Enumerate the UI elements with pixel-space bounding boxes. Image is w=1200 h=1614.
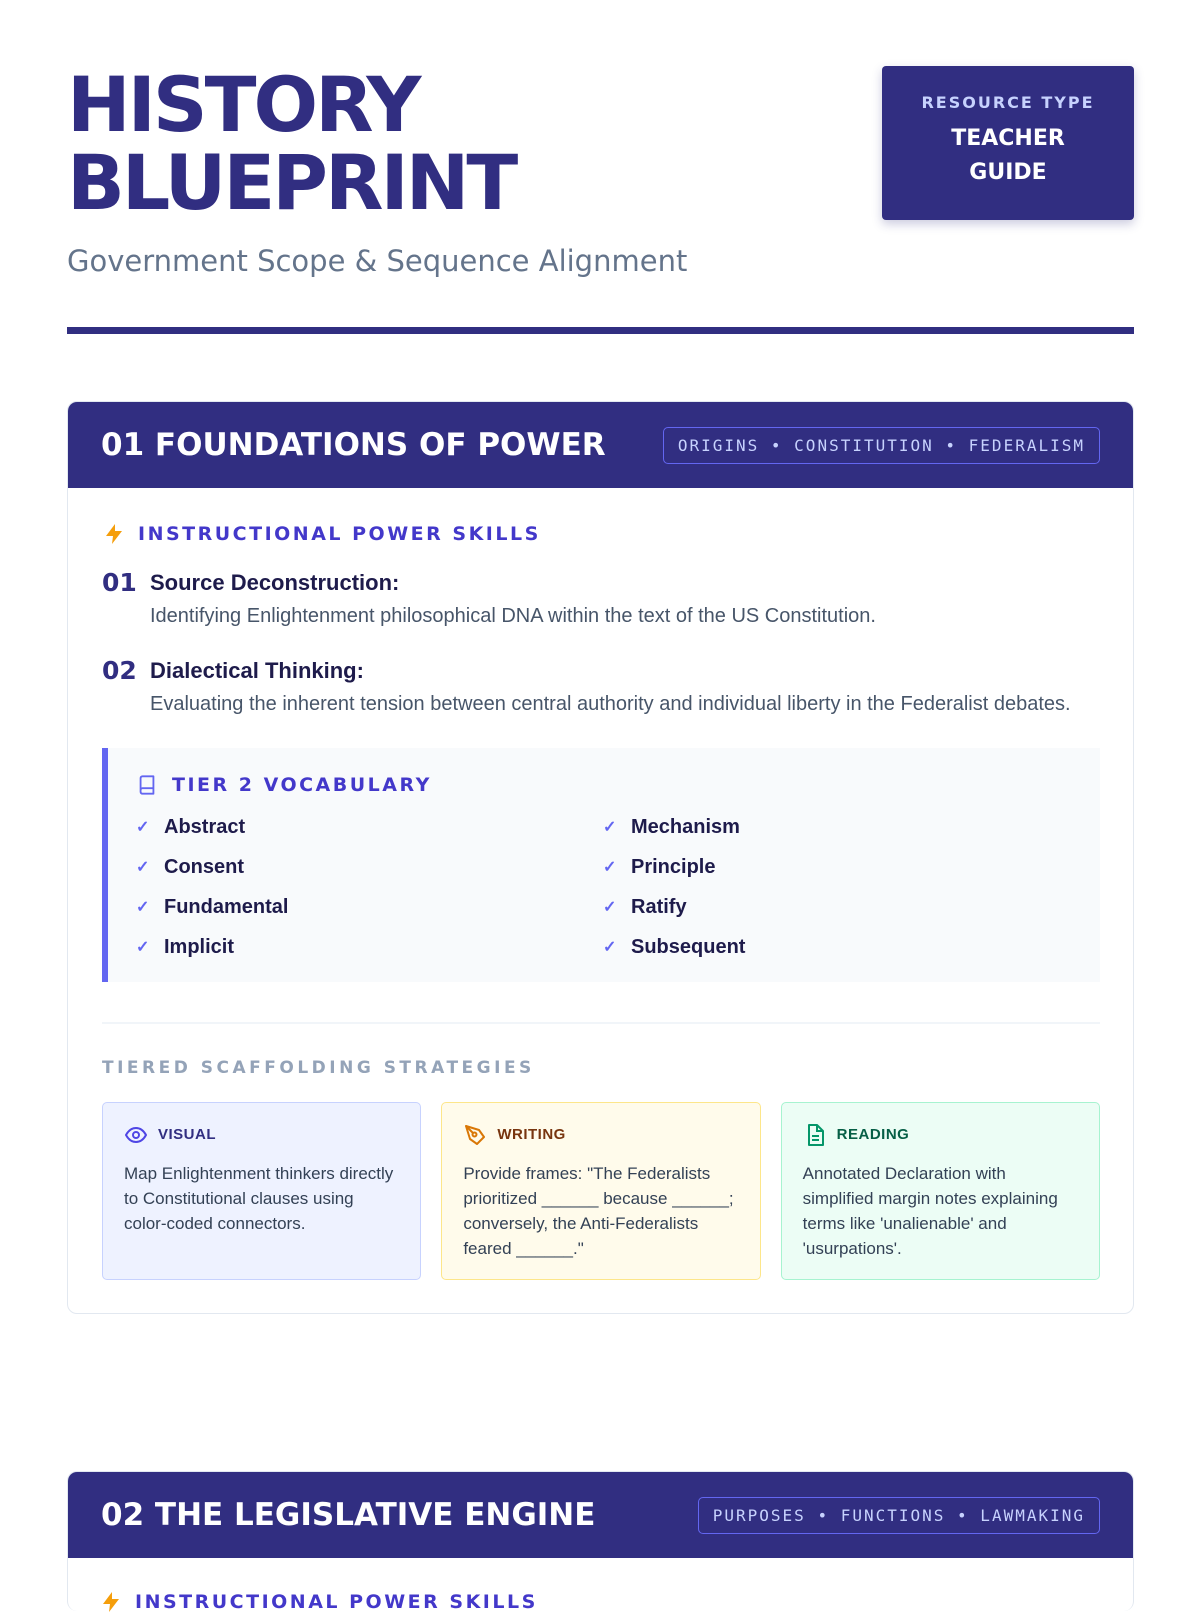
vocab-term <box>603 814 1070 840</box>
vocab-term <box>136 894 603 920</box>
resource-type-badge <box>882 66 1134 220</box>
section-body <box>68 488 1133 1313</box>
strategy-label: VISUAL <box>158 1126 217 1143</box>
resource-type-value: TEACHER GUIDE <box>951 126 1065 185</box>
vocab-term <box>136 814 603 840</box>
skills-heading <box>99 1590 538 1614</box>
check-icon: ✓ <box>136 859 150 876</box>
vocab-term-label: Subsequent <box>631 935 746 958</box>
vocabulary-panel <box>102 748 1100 982</box>
section-title: 01 FOUNDATIONS OF POWER <box>101 427 606 463</box>
vocab-term-label: Abstract <box>164 815 246 838</box>
vocab-term-label: Fundamental <box>164 895 289 918</box>
strategy-card-writing <box>441 1102 760 1280</box>
title-line-1: HISTORY <box>67 60 419 149</box>
document-icon <box>803 1123 827 1147</box>
check-icon: ✓ <box>603 819 617 836</box>
skills-heading-label: INSTRUCTIONAL POWER SKILLS <box>138 523 541 545</box>
skill-name: Dialectical Thinking: <box>150 658 364 683</box>
bolt-icon <box>99 1590 123 1614</box>
scaffolding-heading: TIERED SCAFFOLDING STRATEGIES <box>102 1057 535 1078</box>
vocab-term-label: Mechanism <box>631 815 740 838</box>
title-line-2: BLUEPRINT <box>67 138 516 227</box>
pen-tool-icon <box>463 1123 487 1147</box>
vocab-term-label: Implicit <box>164 935 235 958</box>
skills-heading-label: INSTRUCTIONAL POWER SKILLS <box>135 1591 538 1613</box>
header-divider <box>67 327 1134 334</box>
section-header <box>68 1472 1133 1558</box>
strategy-label: READING <box>836 1126 910 1143</box>
vocabulary-list <box>136 814 1070 960</box>
section-title: 02 THE LEGISLATIVE ENGINE <box>101 1497 596 1533</box>
vocabulary-heading-label: TIER 2 VOCABULARY <box>172 774 432 796</box>
vocab-term-label: Principle <box>631 855 716 878</box>
bolt-icon <box>102 522 126 546</box>
skill-description: Evaluating the inherent tension between central authority and individual liberty in the Federalist debates. <box>150 693 1071 715</box>
check-icon: ✓ <box>136 819 150 836</box>
section-tagline: PURPOSES • FUNCTIONS • LAWMAKING <box>698 1497 1100 1534</box>
check-icon: ✓ <box>603 899 617 916</box>
vocab-term <box>136 934 603 960</box>
skills-heading <box>102 522 1100 546</box>
skill-number: 02 <box>102 656 137 685</box>
section-header <box>68 402 1133 488</box>
vocabulary-heading <box>136 774 1070 796</box>
section-foundations <box>67 401 1134 1314</box>
page-subtitle: Government Scope & Sequence Alignment <box>67 244 688 278</box>
strategy-text: Annotated Declaration with simplified margin notes explaining terms like 'unalienable' and 'usurpations'. <box>802 1163 1058 1258</box>
vocab-term <box>136 854 603 880</box>
page-header <box>67 60 1134 302</box>
skill-item <box>102 656 1100 718</box>
vocab-term <box>603 934 1070 960</box>
vocab-term-label: Consent <box>164 855 244 878</box>
strategy-cards <box>102 1102 1100 1280</box>
resource-type-label: RESOURCE TYPE <box>921 93 1095 112</box>
vocab-term <box>603 854 1070 880</box>
section-tagline: ORIGINS • CONSTITUTION • FEDERALISM <box>663 427 1100 464</box>
skill-description: Identifying Enlightenment philosophical DNA within the text of the US Constitution. <box>150 605 876 627</box>
strategy-card-reading <box>781 1102 1100 1280</box>
skill-item <box>102 568 1100 630</box>
check-icon: ✓ <box>136 899 150 916</box>
strategy-label: WRITING <box>497 1126 566 1143</box>
strategy-text: Map Enlightenment thinkers directly to Constitutional clauses using color-coded connectors. <box>124 1163 394 1233</box>
eye-icon <box>124 1123 148 1147</box>
strategy-text: Provide frames: "The Federalists prioritized ______ because ______; conversely, the Anti-Federalists feared ______." <box>463 1163 734 1258</box>
vocab-term <box>603 894 1070 920</box>
vocab-term-label: Ratify <box>631 895 687 918</box>
check-icon: ✓ <box>603 859 617 876</box>
strategy-card-visual <box>102 1102 421 1280</box>
section-divider <box>102 1022 1100 1024</box>
check-icon: ✓ <box>603 939 617 956</box>
skill-number: 01 <box>102 568 137 597</box>
check-icon: ✓ <box>136 939 150 956</box>
book-icon <box>136 774 158 796</box>
skill-name: Source Deconstruction: <box>150 570 400 595</box>
